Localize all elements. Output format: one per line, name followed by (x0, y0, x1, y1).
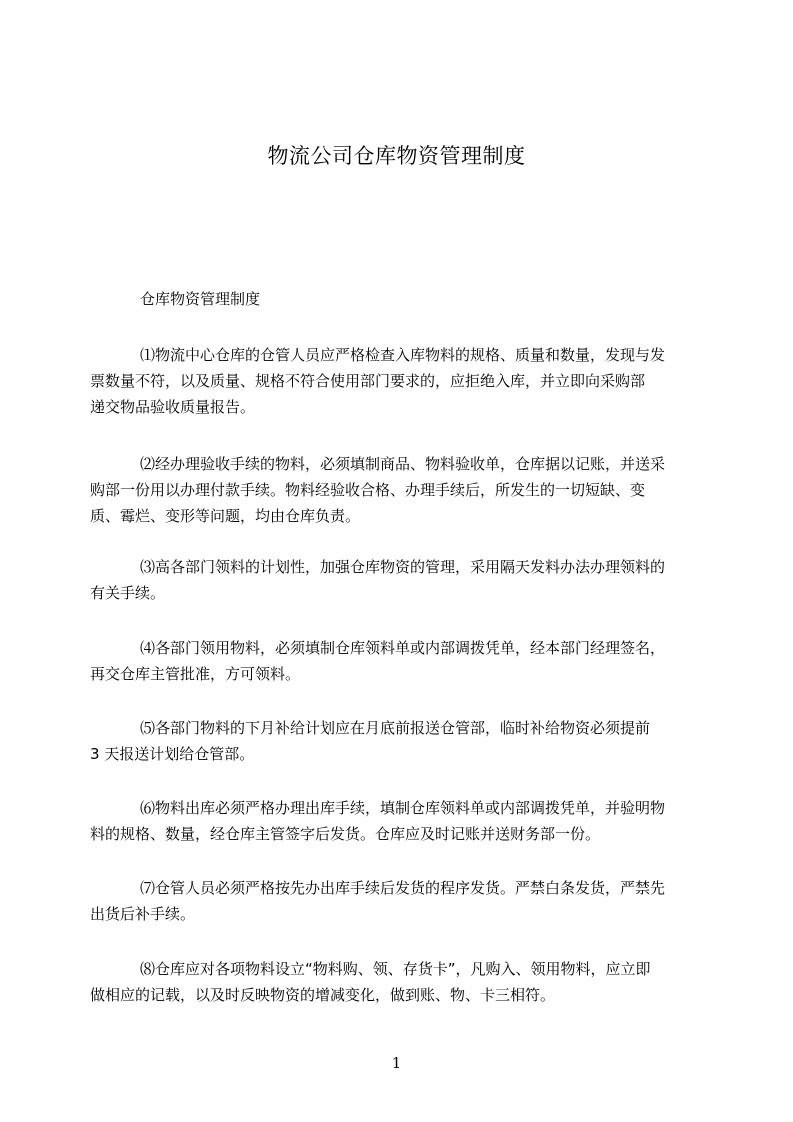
paragraph-5 (90, 715, 714, 767)
paragraph-line: ⑵经办理验收手续的物料，必须填制商品、物料验收单，仓库据以记账，并送采 (140, 455, 666, 473)
paragraph-line: 递交物品验收质量报告。 (90, 398, 256, 416)
paragraph-8 (90, 956, 714, 1008)
paragraph-4 (90, 635, 714, 687)
paragraph-1 (90, 342, 714, 420)
paragraph-line: 料的规格、数量，经仓库主管签字后发货。仓库应及时记账并送财务部一份。 (90, 825, 601, 843)
paragraph-6 (90, 795, 714, 847)
paragraph-line: ⑹物料出库必须严格办理出库手续，填制仓库领料单或内部调拨凭单，并验明物 (140, 799, 666, 817)
paragraph-line: ⑷各部门领用物料，必须填制仓库领料单或内部调拨凭单，经本部门经理签名， (140, 639, 666, 657)
paragraph-line: ⑺仓管人员必须严格按先办出库手续后发货的程序发货。严禁白条发货，严禁先 (140, 879, 666, 897)
paragraph-line: 3 天报送计划给仓管部。 (90, 745, 255, 763)
paragraph-line: 质、霉烂、变形等问题，均由仓库负责。 (90, 507, 361, 525)
document-title: 物流公司仓库物资管理制度 (267, 144, 526, 168)
paragraph-line: 票数量不符，以及质量、规格不符合使用部门要求的，应拒绝入库，并立即向采购部 (90, 372, 646, 390)
page-number: 1 (391, 1054, 402, 1072)
paragraph-line: 再交仓库主管批准，方可领料。 (90, 665, 301, 683)
paragraph-line: ⑻仓库应对各项物料设立“物料购、领、存货卡”，凡购入、领用物料，应立即 (140, 960, 651, 978)
paragraph-2 (90, 451, 714, 529)
section-heading: 仓库物资管理制度 (140, 290, 261, 308)
paragraph-line: 购部一份用以办理付款手续。物料经验收合格、办理手续后，所发生的一切短缺、变 (90, 481, 646, 499)
paragraph-line: 出货后补手续。 (90, 905, 196, 923)
paragraph-line: ⑸各部门物料的下月补给计划应在月底前报送仓管部，临时补给物资必须提前 (140, 719, 651, 737)
paragraph-3 (90, 554, 714, 606)
paragraph-7 (90, 875, 714, 927)
paragraph-line: 做相应的记载，以及时反映物资的增减变化，做到账、物、卡三相符。 (90, 986, 556, 1004)
paragraph-line: ⑴物流中心仓库的仓管人员应严格检查入库物料的规格、质量和数量，发现与发 (140, 346, 666, 364)
paragraph-line: ⑶高各部门领料的计划性，加强仓库物资的管理，采用隔天发料办法办理领料的 (140, 558, 666, 576)
paragraph-line: 有关手续。 (90, 584, 166, 602)
